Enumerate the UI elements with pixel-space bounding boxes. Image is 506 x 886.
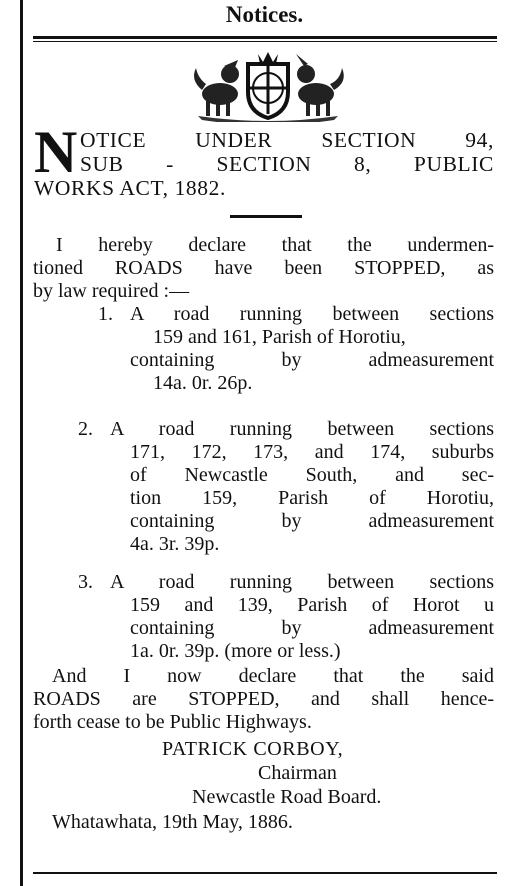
notice-title <box>34 119 494 200</box>
intro-line-1: I hereby declare that the undermen- <box>56 234 494 256</box>
item-2-line-4: tion 159, Parish of Horotiu, <box>130 487 494 509</box>
item-2-line-3: of Newcastle South, and sec- <box>130 464 494 486</box>
item-2-line-5: containing by admeasurement <box>130 510 494 532</box>
item-1-line-4: 14a. 0r. 26p. <box>153 372 253 394</box>
item-3-number: 3. <box>78 571 93 593</box>
drop-cap: N <box>34 119 78 185</box>
header-rule-thin <box>33 41 497 42</box>
item-1-line-1: A road running between sections <box>130 303 494 325</box>
signatory-title: Chairman <box>258 762 337 784</box>
item-1-line-3: containing by admeasurement <box>130 349 494 371</box>
item-2-number: 2. <box>78 418 93 440</box>
item-3-line-4: 1a. 0r. 39p. (more or less.) <box>130 640 341 662</box>
title-line-2: SUB - SECTION 8, PUBLIC <box>79 152 494 176</box>
coat-of-arms-emblem <box>168 50 368 122</box>
item-3-line-2: 159 and 139, Parish of Horot u <box>130 594 494 616</box>
intro-line-3: by law required :— <box>33 280 190 302</box>
closing-line-2: ROADS are STOPPED, and shall hence- <box>33 688 494 710</box>
item-2-line-2: 171, 172, 173, and 174, suburbs <box>130 441 494 463</box>
title-line-3: WORKS ACT, 1882. <box>34 176 226 200</box>
header-rule-thick <box>33 36 497 39</box>
column-rule <box>20 0 23 886</box>
title-line-1: OTICE UNDER SECTION 94, <box>79 128 494 152</box>
item-1-line-2: 159 and 161, Parish of Horotiu, <box>153 326 406 348</box>
signatory-organization: Newcastle Road Board. <box>192 786 382 808</box>
item-3-line-3: containing by admeasurement <box>130 617 494 639</box>
item-3-line-1: A road running between sections <box>110 571 494 593</box>
intro-line-2: tioned ROADS have been STOPPED, as <box>33 257 494 279</box>
item-2-line-1: A road running between sections <box>110 418 494 440</box>
section-heading: Notices. <box>225 2 304 27</box>
closing-line-1: And I now declare that the said <box>52 665 494 687</box>
place-and-date: Whatawhata, 19th May, 1886. <box>52 811 293 833</box>
item-1-number: 1. <box>98 303 113 325</box>
divider-rule <box>230 215 302 218</box>
footer-rule <box>33 872 497 874</box>
item-2-line-6: 4a. 3r. 39p. <box>130 533 220 555</box>
signatory-name: PATRICK CORBOY, <box>162 738 344 760</box>
closing-line-3: forth cease to be Public Highways. <box>33 711 312 733</box>
